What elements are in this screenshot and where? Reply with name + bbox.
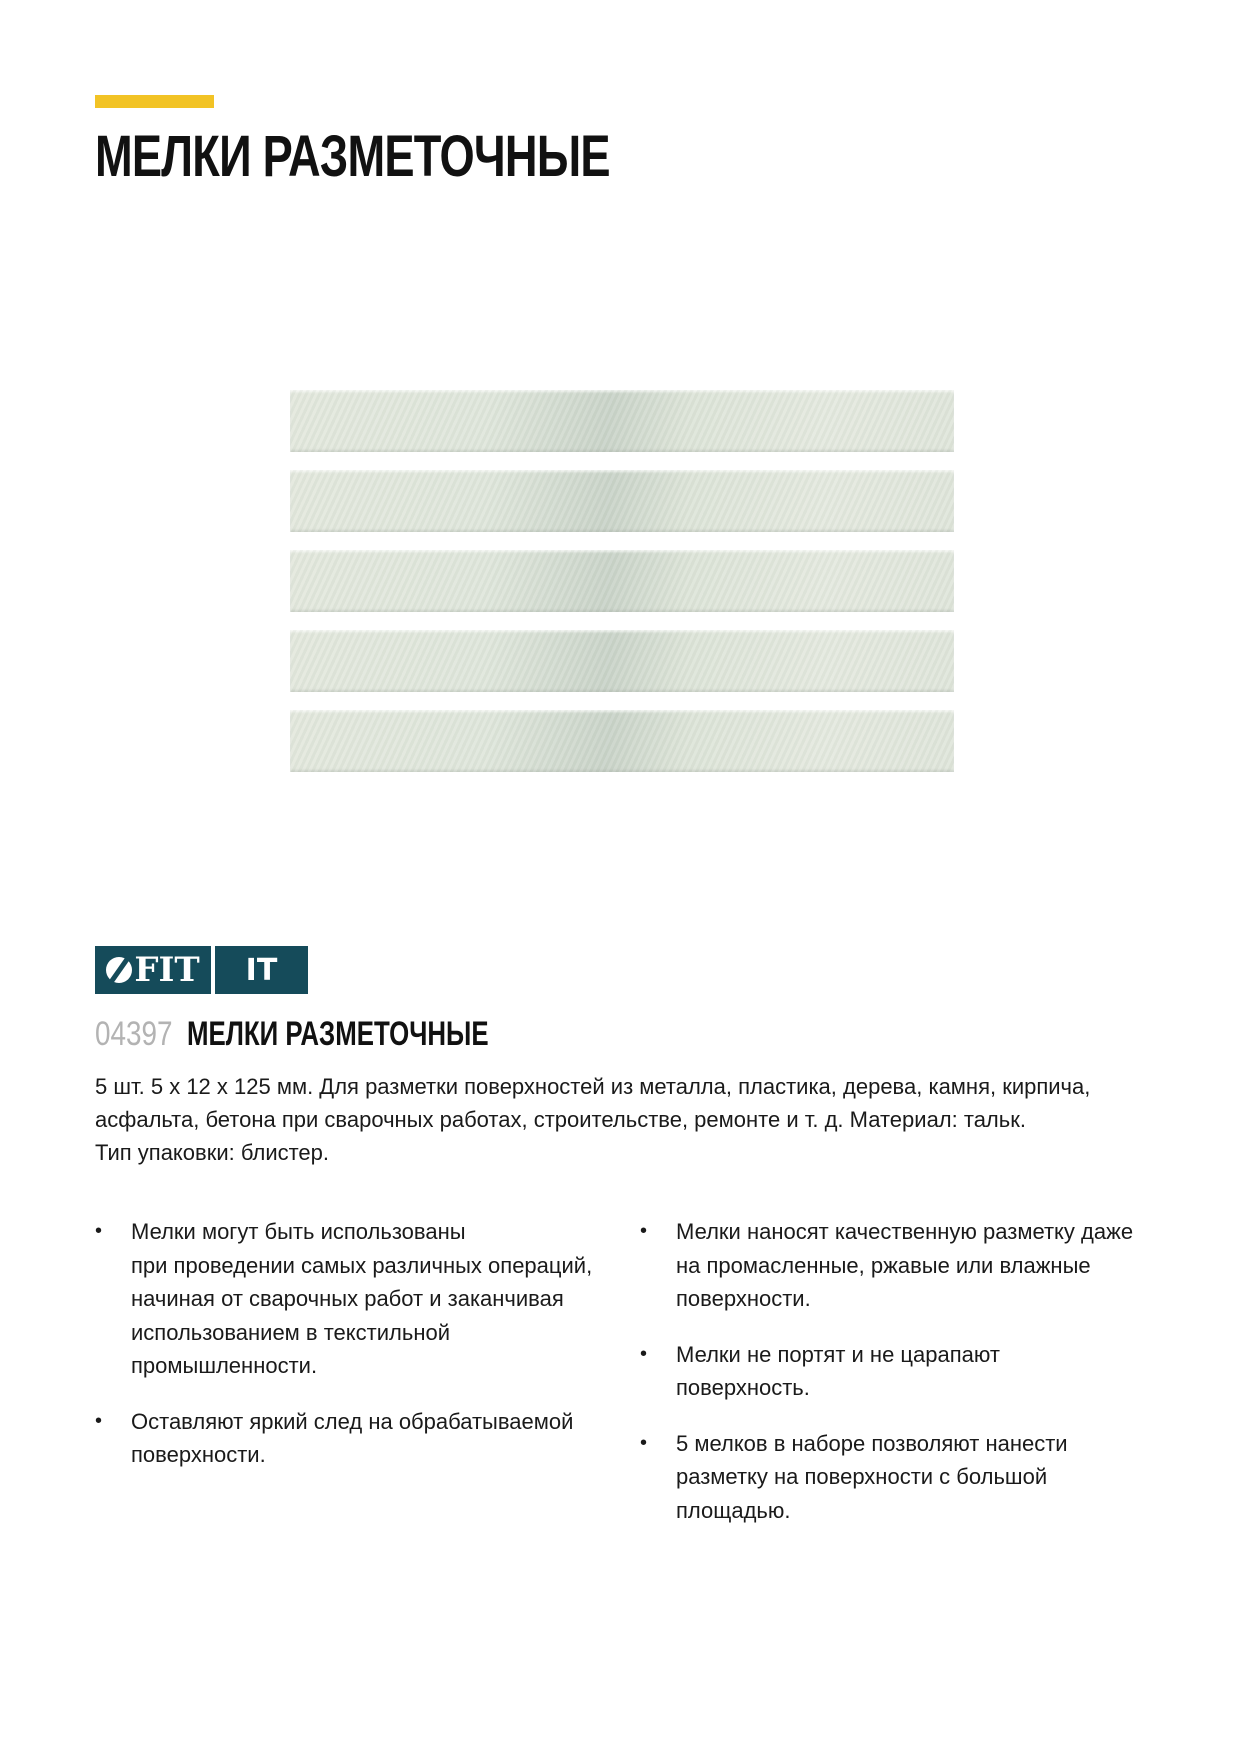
feature-line: • Мелки не портят и не царапают [676, 1341, 1000, 1367]
product-description [95, 1070, 1155, 1169]
description-line: 5 шт. 5 х 12 х 125 мм. Для разметки поверхностей из металла, пластика, дерева, камня, кирпича, [95, 1074, 1091, 1099]
page-title: МЕЛКИ РАЗМЕТОЧНЫЕ [95, 124, 610, 189]
feature-line: • Оставляют яркий след на обрабатываемой [131, 1408, 574, 1434]
feature-line: площадью. [676, 1497, 791, 1523]
features-left-list [95, 1215, 615, 1494]
feature-item [640, 1427, 1160, 1528]
feature-line: поверхности. [131, 1442, 266, 1467]
brand-logo [95, 946, 308, 994]
description-line: Тип упаковки: блистер. [95, 1140, 330, 1165]
logo-fit [95, 946, 211, 994]
feature-line: • 5 мелков в наборе позволяют нанести [676, 1430, 1068, 1456]
feature-line: использованием в текстильной [131, 1319, 450, 1345]
feature-line: начиная от сварочных работ и заканчивая [131, 1286, 564, 1311]
feature-item [95, 1405, 615, 1472]
product-sku: 04397 [95, 1014, 173, 1053]
chalk-stick [290, 470, 954, 532]
chalk-stick [290, 390, 954, 452]
feature-line: • Мелки наносят качественную разметку даже [676, 1219, 1134, 1244]
feature-line: • Мелки могут быть использованы [131, 1219, 466, 1244]
product-heading [95, 1012, 584, 1056]
logo-fit-text: FIT [134, 950, 200, 990]
accent-bar [95, 95, 214, 108]
feature-line: разметку на поверхности с большой [676, 1464, 1048, 1489]
feature-line: поверхности. [676, 1286, 811, 1311]
logo-it: IT [215, 946, 308, 994]
feature-line: на промасленные, ржавые или влажные [676, 1252, 1091, 1278]
chalk-stick [290, 630, 954, 692]
feature-item [640, 1215, 1160, 1316]
product-name: МЕЛКИ РАЗМЕТОЧНЫЕ [187, 1014, 489, 1053]
feature-line: промышленности. [131, 1353, 318, 1378]
chalk-stick [290, 550, 954, 612]
description-line: асфальта, бетона при сварочных работах, строительстве, ремонте и т. д. Материал: тальк. [95, 1107, 1026, 1132]
product-image [290, 390, 954, 774]
fit-mark-icon [106, 957, 132, 983]
feature-item [640, 1338, 1160, 1405]
feature-item [95, 1215, 615, 1383]
feature-line: поверхность. [676, 1375, 810, 1400]
features-right-list [640, 1215, 1160, 1549]
feature-line: при проведении самых различных операций, [131, 1252, 593, 1278]
chalk-stick [290, 710, 954, 772]
